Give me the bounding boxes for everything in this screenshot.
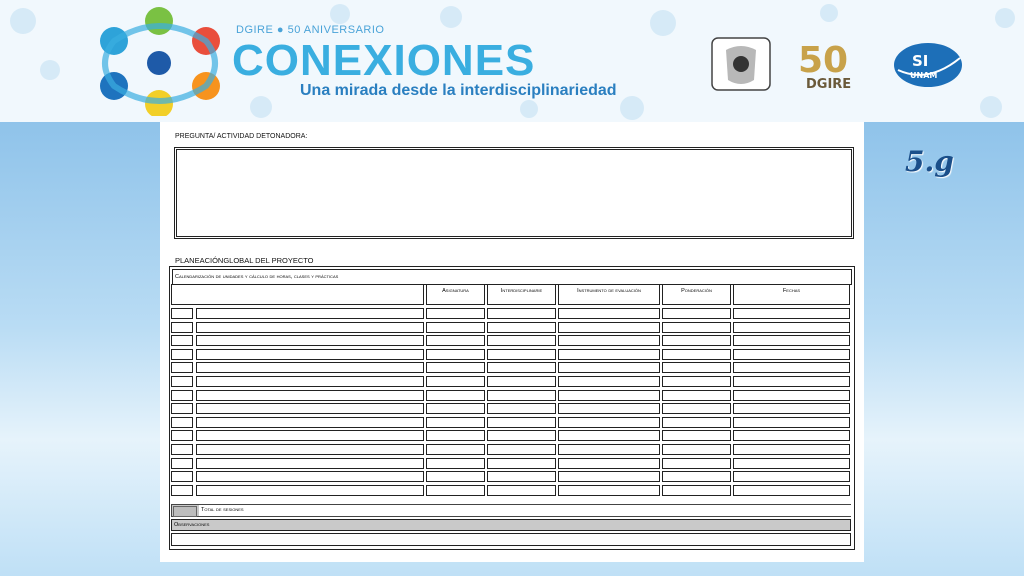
table-cell[interactable]: [733, 390, 850, 401]
table-cell[interactable]: [558, 362, 660, 373]
table-cell[interactable]: [662, 362, 731, 373]
table-cell[interactable]: [171, 430, 193, 441]
table-cell[interactable]: [426, 349, 485, 360]
table-cell[interactable]: [662, 485, 731, 496]
table-cell[interactable]: [733, 485, 850, 496]
unam-seal-icon: [706, 36, 776, 92]
column-header-instrumento: Instrumento de evaluación: [558, 284, 660, 305]
table-cell[interactable]: [733, 458, 850, 469]
table-cell[interactable]: [487, 430, 556, 441]
table-cell[interactable]: [171, 335, 193, 346]
table-cell[interactable]: [487, 335, 556, 346]
table-cell[interactable]: [196, 403, 424, 414]
column-header-fechas: Fechas: [733, 284, 850, 305]
table-cell[interactable]: [171, 362, 193, 373]
table-cell[interactable]: [171, 485, 193, 496]
table-cell[interactable]: [558, 444, 660, 455]
observaciones-input-box[interactable]: [171, 533, 851, 546]
column-header-asignatura: Asignatura: [426, 284, 485, 305]
table-cell[interactable]: [426, 376, 485, 387]
page-subtitle: Una mirada desde la interdisciplinariedad: [300, 82, 617, 99]
table-cell[interactable]: [558, 471, 660, 482]
table-cell[interactable]: [426, 430, 485, 441]
table-cell[interactable]: [487, 349, 556, 360]
table-cell[interactable]: [733, 322, 850, 333]
table-cell[interactable]: [196, 362, 424, 373]
table-cell[interactable]: [426, 390, 485, 401]
table-cell[interactable]: [426, 417, 485, 428]
observaciones-header: Observaciones: [171, 519, 851, 531]
svg-text:50: 50: [798, 40, 849, 81]
table-cell[interactable]: [487, 362, 556, 373]
table-cell[interactable]: [196, 444, 424, 455]
total-sesiones-row: [171, 504, 851, 517]
table-cell[interactable]: [662, 390, 731, 401]
table-cell[interactable]: [558, 376, 660, 387]
table-cell[interactable]: [196, 390, 424, 401]
table-cell[interactable]: [196, 485, 424, 496]
table-cell[interactable]: [487, 458, 556, 469]
table-cell[interactable]: [171, 471, 193, 482]
table-cell[interactable]: [558, 485, 660, 496]
table-cell[interactable]: [196, 349, 424, 360]
column-header-interdisciplinaria: Interdisciplinarie: [487, 284, 556, 305]
table-cell[interactable]: [662, 349, 731, 360]
table-cell[interactable]: [171, 403, 193, 414]
header-banner: [0, 0, 1024, 122]
table-cell[interactable]: [196, 471, 424, 482]
table-cell[interactable]: [558, 308, 660, 319]
table-cell[interactable]: [426, 308, 485, 319]
table-cell[interactable]: [733, 403, 850, 414]
table-cell[interactable]: [487, 471, 556, 482]
table-cell[interactable]: [487, 308, 556, 319]
table-cell[interactable]: [662, 335, 731, 346]
table-cell[interactable]: [558, 417, 660, 428]
table-cell[interactable]: [171, 322, 193, 333]
calendarizacion-header: Calendarización de unidades y cálculo de horas, clases y prácticas: [172, 269, 852, 285]
table-cell[interactable]: [558, 349, 660, 360]
table-cell[interactable]: [487, 485, 556, 496]
table-cell[interactable]: [733, 308, 850, 319]
table-cell[interactable]: [171, 376, 193, 387]
table-cell[interactable]: [426, 485, 485, 496]
column-header-ponderacion: Ponderación: [662, 284, 731, 305]
table-cell[interactable]: [487, 376, 556, 387]
table-cell[interactable]: [171, 444, 193, 455]
table-cell[interactable]: [558, 322, 660, 333]
table-cell[interactable]: [487, 390, 556, 401]
table-cell[interactable]: [426, 458, 485, 469]
table-cell[interactable]: [733, 444, 850, 455]
page-title: CONEXIONES: [232, 36, 536, 85]
table-cell[interactable]: [196, 376, 424, 387]
table-cell[interactable]: [662, 403, 731, 414]
table-cell[interactable]: [196, 417, 424, 428]
table-cell[interactable]: [171, 308, 193, 319]
table-cell[interactable]: [733, 376, 850, 387]
table-cell[interactable]: [426, 362, 485, 373]
table-cell[interactable]: [426, 403, 485, 414]
table-cell[interactable]: [558, 390, 660, 401]
table-cell[interactable]: [426, 444, 485, 455]
table-cell[interactable]: [426, 322, 485, 333]
dgire-anniversary-line: DGIRE ● 50 ANIVERSARIO: [236, 24, 385, 36]
table-cell[interactable]: [662, 471, 731, 482]
pregunta-label: PREGUNTA/ ACTIVIDAD DETONADORA:: [175, 133, 308, 140]
table-cell[interactable]: [662, 430, 731, 441]
slide-number: 5.g: [905, 145, 954, 178]
table-cell[interactable]: [733, 430, 850, 441]
table-cell[interactable]: [487, 403, 556, 414]
table-cell[interactable]: [662, 458, 731, 469]
planeacion-label: PLANEACIÓNGLOBAL DEL PROYECTO: [175, 256, 314, 265]
table-cell[interactable]: [662, 417, 731, 428]
table-cell[interactable]: [487, 444, 556, 455]
total-sesiones-label: Total de sesiones: [199, 505, 851, 516]
dgire-50-logo: [792, 36, 878, 92]
table-cell[interactable]: [487, 417, 556, 428]
table-cell[interactable]: [196, 430, 424, 441]
svg-text:SI: SI: [912, 52, 929, 70]
pregunta-input-box[interactable]: [174, 147, 854, 239]
table-cell[interactable]: [171, 458, 193, 469]
table-cell[interactable]: [558, 430, 660, 441]
table-cell[interactable]: [196, 335, 424, 346]
svg-text:UNAM: UNAM: [910, 71, 938, 80]
conexiones-molecule-logo: [84, 6, 234, 116]
table-cell[interactable]: [171, 349, 193, 360]
table-cell[interactable]: [196, 308, 424, 319]
table-cell[interactable]: [733, 471, 850, 482]
table-cell[interactable]: [171, 390, 193, 401]
table-cell[interactable]: [733, 335, 850, 346]
blank-header-cell: [171, 284, 424, 305]
planning-form: [160, 122, 864, 562]
table-cell[interactable]: [426, 335, 485, 346]
table-cell[interactable]: [558, 458, 660, 469]
table-cell[interactable]: [196, 458, 424, 469]
si-unam-logo: [892, 40, 966, 90]
table-cell[interactable]: [662, 308, 731, 319]
table-cell[interactable]: [662, 444, 731, 455]
total-sesiones-value[interactable]: [173, 506, 197, 517]
table-cell[interactable]: [558, 403, 660, 414]
table-cell[interactable]: [171, 417, 193, 428]
table-cell[interactable]: [733, 417, 850, 428]
table-cell[interactable]: [558, 335, 660, 346]
table-cell[interactable]: [426, 471, 485, 482]
table-cell[interactable]: [487, 322, 556, 333]
table-cell[interactable]: [662, 322, 731, 333]
svg-text:DGIRE: DGIRE: [806, 77, 852, 92]
table-cell[interactable]: [662, 376, 731, 387]
table-cell[interactable]: [733, 362, 850, 373]
table-cell[interactable]: [733, 349, 850, 360]
table-cell[interactable]: [196, 322, 424, 333]
